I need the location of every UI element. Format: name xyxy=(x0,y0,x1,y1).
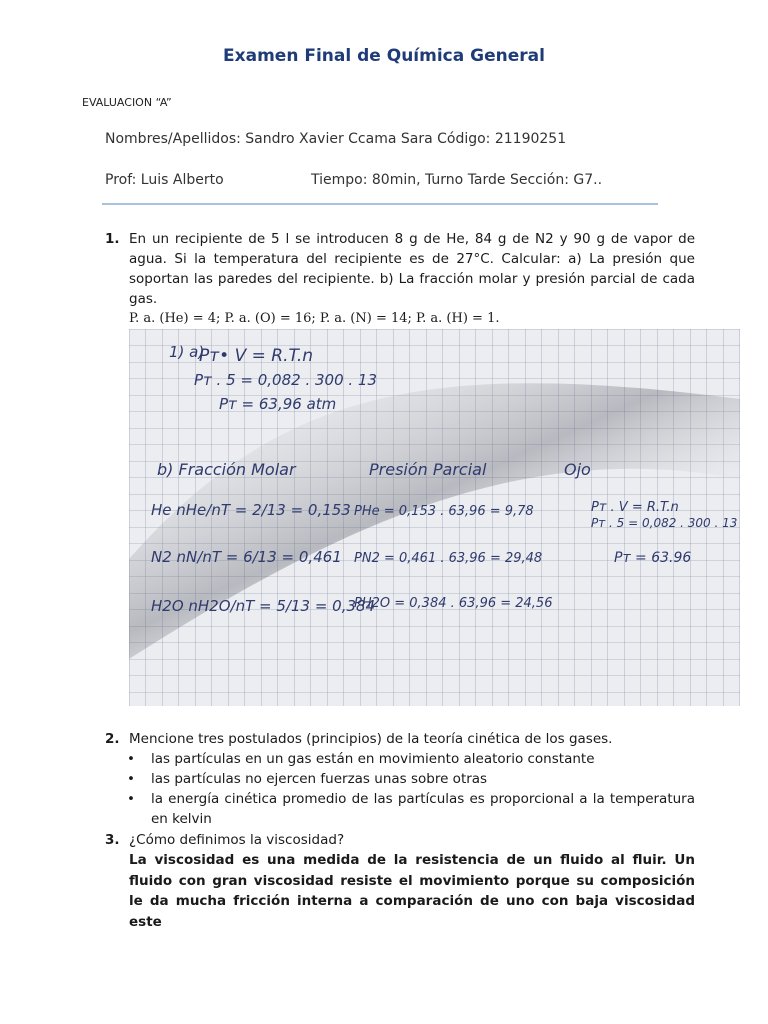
time-section-label: Tiempo: 80min, Turno Tarde Sección: G7.. xyxy=(311,172,603,188)
list-item: • las partículas no ejercen fuerzas unas sobre otras xyxy=(127,771,488,787)
hw-line: H2O nH2O/nT = 5/13 = 0,384 xyxy=(151,597,376,615)
hw-line: Pᴛ = 63,96 atm xyxy=(219,395,337,413)
evaluation-label: EVALUACION “A” xyxy=(82,96,172,109)
hw-line: Pᴛ . 5 = 0,082 . 300 . 13 xyxy=(591,516,738,530)
hw-line: PHe = 0,153 . 63,96 = 9,78 xyxy=(354,504,534,519)
hw-line: PN2 = 0,461 . 63,96 = 29,48 xyxy=(354,551,543,566)
question-3 xyxy=(105,830,695,932)
hw-part-a-label: 1) a) xyxy=(169,343,205,361)
list-item: • la energía cinética promedio de las partículas es proporcional a la temperatura en kelvin xyxy=(127,791,695,827)
answer-text: La viscosidad es una medida de la resistencia de un fluido al fluir. Un fluido con gran viscosidad resiste el movimiento porque su composición le da mucha fricción interna a comparación de uno con baja viscosidad este xyxy=(129,852,695,930)
question-2 xyxy=(105,729,695,829)
handwritten-solution-photo xyxy=(129,329,740,706)
course-line xyxy=(105,172,603,188)
student-line: Nombres/Apellidos: Sandro Xavier Ccama Sara Código: 21190251 xyxy=(105,131,567,147)
hw-line: Pᴛ . V = R.T.n xyxy=(591,500,679,515)
hw-line: N2 nN/nT = 6/13 = 0,461 xyxy=(151,548,342,566)
question-number: 3. xyxy=(105,832,120,848)
question-number: 2. xyxy=(105,731,120,747)
hw-line: PH2O = 0,384 . 63,96 = 24,56 xyxy=(354,596,553,611)
hw-line: Pᴛ• V = R.T.n xyxy=(199,346,314,366)
question-text: En un recipiente de 5 l se introducen 8 g de He, 84 g de N2 y 90 g de vapor de agua. Si la temperatura del recipiente es de 27°C. Calcular: a) La presión que soportan las paredes del recipiente. b) La fracción molar y presión parcial de cada gas. xyxy=(129,231,695,307)
question-number: 1. xyxy=(105,231,120,247)
question-text: Mencione tres postulados (principios) de la teoría cinética de los gases. xyxy=(129,731,613,747)
question-text: ¿Cómo definimos la viscosidad? xyxy=(129,832,345,848)
atomic-weights: P. a. (He) = 4; P. a. (O) = 16; P. a. (N) = 14; P. a. (H) = 1. xyxy=(129,311,500,326)
hw-note: Ojo xyxy=(564,460,591,479)
hw-line: Pᴛ . 5 = 0,082 . 300 . 13 xyxy=(194,371,378,389)
hw-part-b-label: b) Fracción Molar xyxy=(157,460,296,479)
question-1 xyxy=(105,229,695,329)
hw-line: Pᴛ = 63.96 xyxy=(614,550,692,566)
list-item: • las partículas en un gas están en movimiento aleatorio constante xyxy=(127,751,595,767)
header-divider xyxy=(102,203,658,205)
bullet-list xyxy=(105,749,695,829)
hw-line: He nHe/nT = 2/13 = 0,153 xyxy=(151,501,351,519)
hw-col-header: Presión Parcial xyxy=(369,460,487,479)
exam-title: Examen Final de Química General xyxy=(223,46,545,66)
prof-label: Prof: Luis Alberto xyxy=(105,172,224,188)
